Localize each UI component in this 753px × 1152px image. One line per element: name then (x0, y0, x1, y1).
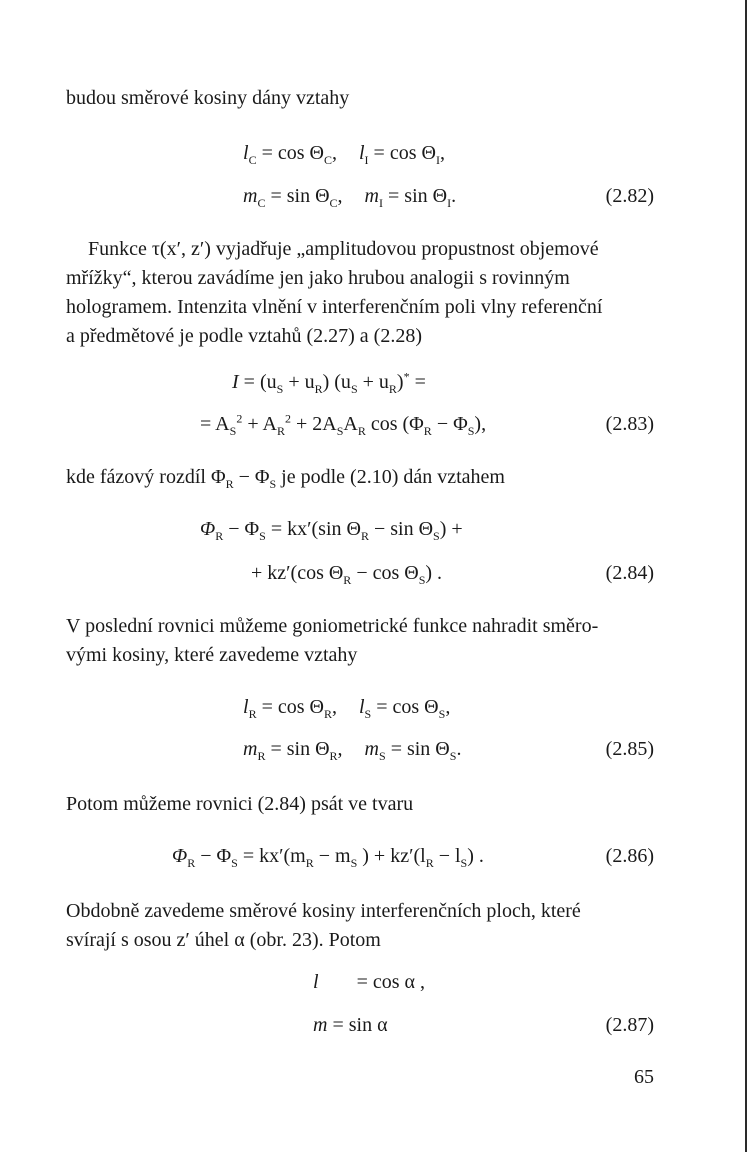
equation-2-85-line-1: $l_R = \cos \Theta_R$, $l_S = \cos \Theta_S$, (243, 696, 451, 721)
paragraph-amplitude-transmittance (66, 235, 654, 351)
paragraph-rewrite: Potom můžeme rovnici (2.84) psát ve tvaru (66, 793, 414, 815)
equation-2-82-line-2: $m_C = \sin \Theta_C$, $m_I = \sin \Theta_I$. (243, 185, 457, 210)
paragraph-direction-cosines (66, 612, 654, 670)
paragraph-2-line-2: vými kosiny, které zavedeme vztahy (66, 644, 358, 666)
intro-text: budou směrové kosiny dány vztahy (66, 87, 350, 109)
equation-number-2-84: (2.84) (605, 562, 654, 584)
page-number: 65 (634, 1066, 654, 1088)
equation-number-2-82: (2.82) (605, 185, 654, 207)
equation-2-83-line-2: = $A_S^2 + A_R^2 + 2A_SA_R$ $\cos (\Phi_R - \Phi_S)$, (200, 411, 487, 438)
equation-number-2-83: (2.83) (605, 413, 654, 435)
equation-2-83-line-1: $I = (u_S + u_R) (u_S + u_R)^*$ = (232, 369, 426, 396)
equation-2-84-line-1: $\Phi_R - \Phi_S = kx'(\sin$ $\Theta_R - \sin \Theta_S$) + (200, 518, 463, 543)
equation-number-2-86: (2.86) (605, 845, 654, 867)
equation-number-2-87: (2.87) (605, 1014, 654, 1036)
paragraph-interference-planes (66, 897, 654, 955)
phase-difference-text: kde fázový rozdíl $\Phi_R - \Phi_S$ je podle (2.10) dán vztahem (66, 466, 505, 491)
equation-2-87-line-2: m = sin α (313, 1014, 388, 1036)
equation-2-86: $\Phi_R - \Phi_S = kx'(m_R - m_S$ ) + $kz'(l_R - l_S)$ . (172, 845, 484, 870)
paragraph-1-line-1: Funkce τ(x′, z′) vyjadřuje „amplitudovou propustnost objemové (88, 238, 599, 260)
equation-2-85-line-2: $m_R = \sin \Theta_R$, $m_S = \sin \Theta_S$. (243, 738, 462, 763)
paragraph-4-line-2: svírají s osou z′ úhel α (obr. 23). Potom (66, 929, 381, 951)
equation-2-84-line-2: + kz′(cos $\Theta_R - \cos \Theta_S$) . (251, 562, 443, 587)
paragraph-4-line-1: Obdobně zavedeme směrové kosiny interferenčních ploch, které (66, 900, 581, 922)
page-edge-line (745, 0, 747, 1152)
equation-2-87-line-1: l = cos α , (313, 971, 425, 993)
paragraph-1-line-3: hologramem. Intenzita vlnění v interferenčním poli vlny referenční (66, 296, 603, 318)
paragraph-1-line-2: mřížky“, kterou zavádíme jen jako hrubou analogii s rovinným (66, 267, 570, 289)
equation-number-2-85: (2.85) (605, 738, 654, 760)
paragraph-2-line-1: V poslední rovnici můžeme goniometrické funkce nahradit směro- (66, 615, 599, 637)
paragraph-1-line-4: a předmětové je podle vztahů (2.27) a (2.28) (66, 325, 422, 347)
equation-2-82-line-1: $l_C = \cos \Theta_C$, $l_I = \cos \Theta_I$, (243, 142, 445, 167)
